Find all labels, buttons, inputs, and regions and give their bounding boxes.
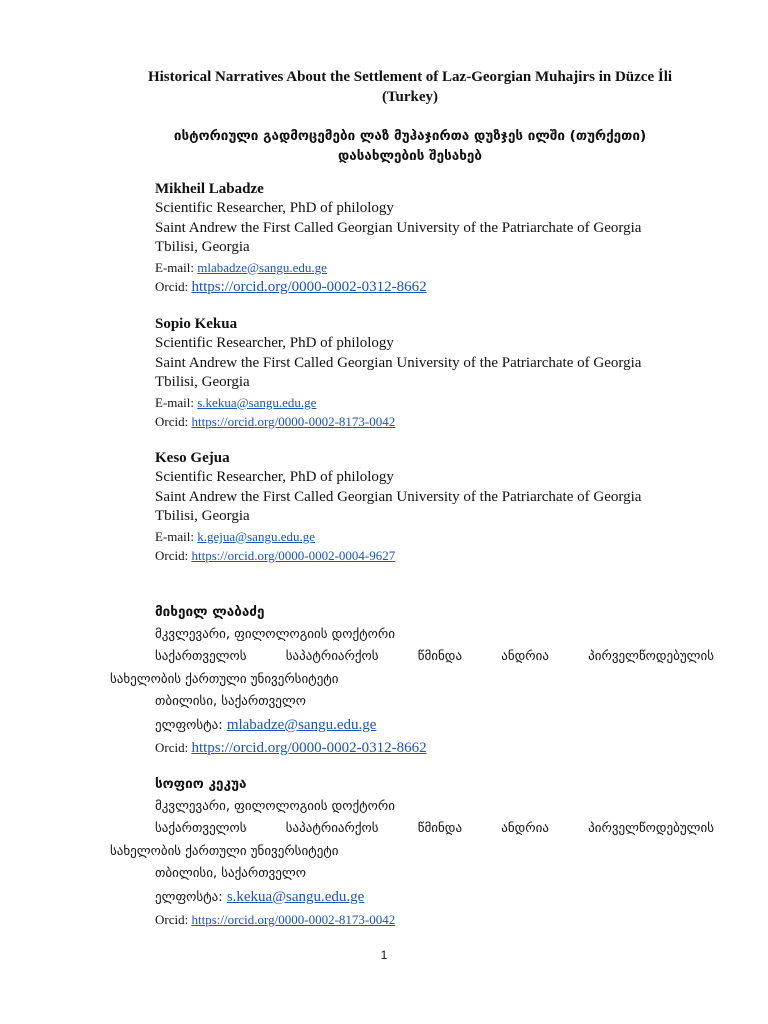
email-label: E-mail: <box>155 528 198 544</box>
author-email-row <box>155 393 715 412</box>
author-position: Scientific Researcher, PhD of philology <box>155 200 394 217</box>
author-position: Scientific Researcher, PhD of philology <box>155 335 394 352</box>
author-position: მკვლევარი, ფილოლოგიის დოქტორი <box>155 626 395 642</box>
email-link[interactable]: mlabadze@sangu.edu.ge <box>226 716 377 733</box>
orcid-label: Orcid: <box>155 279 192 295</box>
author-orcid-row <box>155 412 715 431</box>
author-location: თბილისი, საქართველო <box>155 694 306 709</box>
author-email-row <box>110 886 714 910</box>
author-position: მკვლევარი, ფილოლოგიის დოქტორი <box>155 798 395 814</box>
affiliation-word: ანდრია <box>501 821 549 836</box>
affiliation-word: წმინდა <box>417 649 463 664</box>
email-link[interactable]: k.gejua@sangu.edu.ge <box>197 528 315 544</box>
email-label: E-mail: <box>155 394 198 410</box>
title-georgian-line1: ისტორიული გადმოცემები ლაზ მუჰაჯირთა დუზჯეს ილში (თურქეთი) <box>173 128 647 144</box>
orcid-label: Orcid: <box>155 414 192 430</box>
author-block-en-1 <box>155 180 715 297</box>
author-block-en-2 <box>155 315 715 431</box>
orcid-link[interactable]: https://orcid.org/0000-0002-8173-0042 <box>191 912 396 927</box>
email-label: E-mail: <box>155 259 198 275</box>
author-affiliation: Saint Andrew the First Called Georgian University of the Patriarchate of Georgia <box>155 354 642 371</box>
author-email-row <box>155 258 715 277</box>
affiliation-word: საპატრიარქოს <box>285 821 379 836</box>
author-block-en-3 <box>155 449 715 565</box>
author-affiliation: Saint Andrew the First Called Georgian University of the Patriarchate of Georgia <box>155 219 642 236</box>
orcid-link[interactable]: https://orcid.org/0000-0002-0312-8662 <box>191 279 427 296</box>
author-block-ka-1 <box>110 601 714 761</box>
author-location: Tbilisi, Georgia <box>155 239 250 256</box>
author-orcid-row <box>155 546 715 565</box>
title-english-line1: Historical Narratives About the Settlement of Laz-Georgian Muhajirs in Düzce İli <box>147 69 673 85</box>
orcid-link[interactable]: https://orcid.org/0000-0002-0312-8662 <box>191 740 427 756</box>
author-location: Tbilisi, Georgia <box>155 508 250 525</box>
author-affiliation-line1 <box>110 646 714 669</box>
author-email-row <box>110 714 714 738</box>
title-georgian-line2: დასახლების შესახებ <box>337 148 482 164</box>
orcid-link[interactable]: https://orcid.org/0000-0002-0004-9627 <box>191 548 396 564</box>
affiliation-word: საქართველოს <box>155 649 247 664</box>
author-block-ka-2 <box>110 773 714 933</box>
author-location: Tbilisi, Georgia <box>155 374 250 391</box>
orcid-link[interactable]: https://orcid.org/0000-0002-8173-0042 <box>191 414 396 430</box>
email-label: ელფოსტა: <box>155 889 227 905</box>
affiliation-word: პირველწოდებულის <box>588 821 714 836</box>
author-name: მიხეილ ლაბაძე <box>155 604 265 620</box>
email-link[interactable]: s.kekua@sangu.edu.ge <box>226 888 365 905</box>
affiliation-word: საქართველოს <box>155 821 247 836</box>
orcid-label: Orcid: <box>155 912 192 927</box>
title-georgian <box>110 126 710 166</box>
author-location: თბილისი, საქართველო <box>155 866 306 881</box>
author-email-row <box>155 527 715 546</box>
page-number: 1 <box>380 948 388 962</box>
email-link[interactable]: mlabadze@sangu.edu.ge <box>197 259 327 275</box>
author-orcid-row <box>110 737 714 761</box>
affiliation-word: წმინდა <box>417 821 463 836</box>
title-english <box>110 67 710 107</box>
author-name: სოფიო კეკუა <box>155 776 247 792</box>
title-english-line2: (Turkey) <box>381 89 439 105</box>
author-orcid-row <box>110 909 714 933</box>
author-affiliation-line2: სახელობის ქართული უნივერსიტეტი <box>110 843 339 859</box>
author-name: Sopio Kekua <box>155 316 238 332</box>
affiliation-word: საპატრიარქოს <box>285 649 379 664</box>
author-position: Scientific Researcher, PhD of philology <box>155 469 394 486</box>
orcid-label: Orcid: <box>155 740 192 755</box>
email-label: ელფოსტა: <box>155 717 227 733</box>
affiliation-word: ანდრია <box>501 649 549 664</box>
author-name: Mikheil Labadze <box>155 181 264 197</box>
orcid-label: Orcid: <box>155 548 192 564</box>
author-affiliation: Saint Andrew the First Called Georgian University of the Patriarchate of Georgia <box>155 488 642 505</box>
author-affiliation-line2: სახელობის ქართული უნივერსიტეტი <box>110 671 339 687</box>
affiliation-word: პირველწოდებულის <box>588 649 714 664</box>
email-link[interactable]: s.kekua@sangu.edu.ge <box>197 394 317 410</box>
author-name: Keso Gejua <box>155 450 230 466</box>
author-orcid-row <box>155 277 715 297</box>
author-affiliation-line1 <box>110 818 714 841</box>
